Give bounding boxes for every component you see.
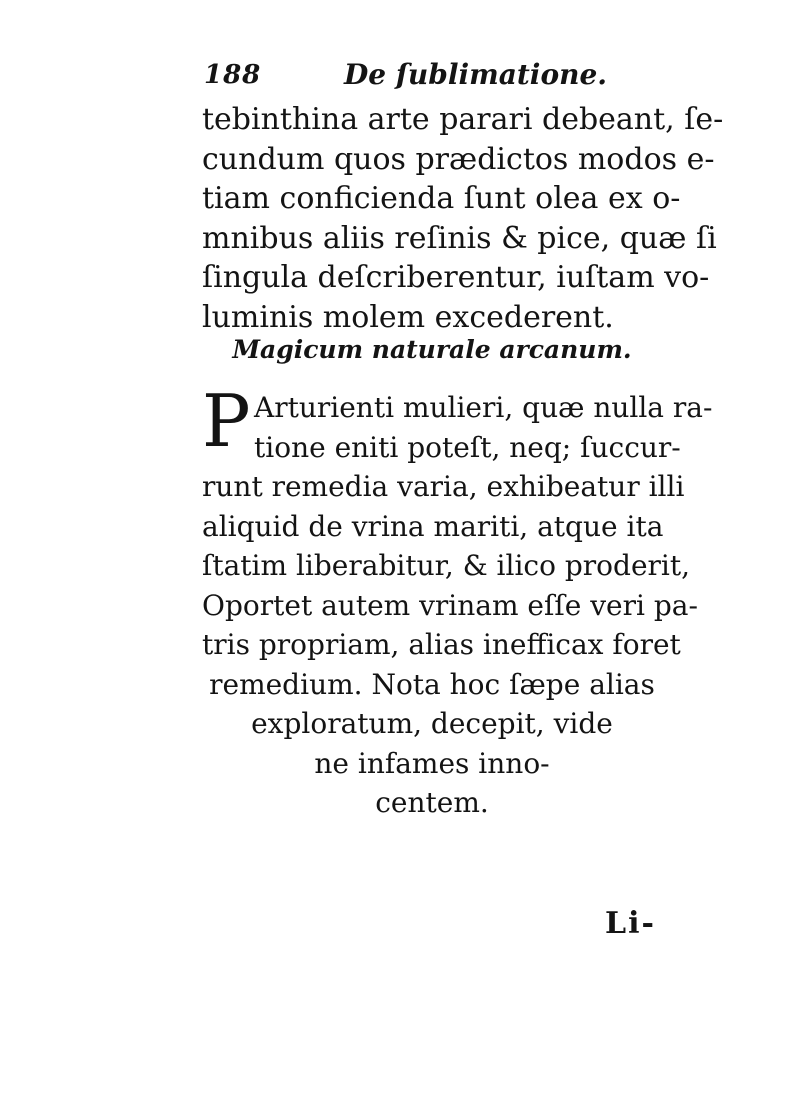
- running-head: [200, 58, 670, 98]
- text-line: remedium. Nota hoc ſæpe alias: [209, 667, 655, 701]
- text-line: Arturienti mulieri, quæ nulla ra-: [254, 391, 713, 424]
- text-line: tris propriam, alias inefficax foret: [202, 628, 681, 661]
- running-head-title: De ſublimatione.: [344, 58, 608, 91]
- text-line: ſingula deſcriberentur, iuſtam vo-: [202, 260, 710, 295]
- paragraph-remedy: [202, 379, 713, 824]
- paragraph-continuation: [202, 100, 724, 337]
- text-line: mnibus aliis reſinis & pice, quæ ſi: [202, 220, 717, 256]
- text-line: centem.: [375, 786, 489, 819]
- section-heading: Magicum naturale arcanum.: [232, 335, 632, 364]
- text-line: tiam conficienda ſunt olea ex o-: [202, 181, 681, 216]
- text-line: tione eniti poteſt, neq; ſuccur-: [254, 430, 681, 464]
- text-line: Oportet autem vrinam eſſe veri pa-: [202, 588, 698, 622]
- text-line: runt remedia varia, exhibeatur illi: [202, 470, 685, 503]
- text-line: ne infames inno-: [314, 746, 550, 780]
- text-line: cundum quos prædictos modos e-: [202, 141, 715, 177]
- text-line: ſtatim liberabitur, & ilico proderit,: [202, 549, 691, 582]
- catchword: Li-: [605, 906, 656, 941]
- page-number: 188: [204, 60, 262, 90]
- text-line: exploratum, decepit, vide: [251, 707, 613, 740]
- text-line: aliquid de vrina mariti, atque ita: [202, 509, 664, 543]
- text-line: tebinthina arte parari debeant, ſe-: [202, 102, 724, 137]
- text-line: luminis molem excederent.: [202, 299, 614, 335]
- drop-cap-initial: P: [202, 379, 251, 463]
